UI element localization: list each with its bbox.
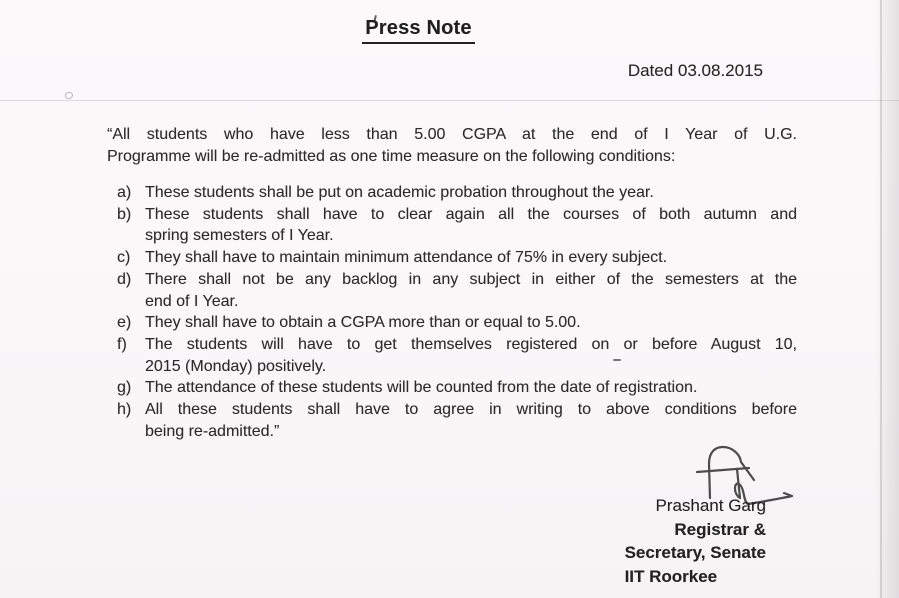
condition-item-a bbox=[117, 182, 797, 204]
condition-label: f) bbox=[117, 335, 127, 353]
condition-item-c bbox=[117, 247, 797, 269]
condition-text: 2015 (Monday) positively. bbox=[145, 357, 327, 375]
condition-label: a) bbox=[117, 184, 132, 201]
condition-text: The attendance of these students will be counted from the date of registration. bbox=[145, 379, 698, 397]
condition-label: c) bbox=[117, 249, 131, 267]
scan-artifact-edge-shadow bbox=[875, 0, 899, 598]
condition-label: h) bbox=[117, 401, 132, 419]
condition-label: d) bbox=[117, 270, 132, 288]
condition-text: spring semesters of I Year. bbox=[145, 227, 334, 245]
signatory-role-2: Secretary, Senate bbox=[624, 543, 766, 562]
title-row bbox=[0, 17, 899, 44]
condition-item-h bbox=[117, 399, 797, 442]
condition-text: They shall have to maintain minimum attendance of 75% in every subject. bbox=[145, 249, 668, 267]
signature-block bbox=[625, 494, 766, 588]
condition-text: They shall have to obtain a CGPA more than or equal to 5.00. bbox=[145, 314, 581, 332]
signatory-name: Prashant Garg bbox=[655, 496, 766, 515]
page-title: Press Note bbox=[362, 17, 475, 44]
condition-text: There shall not be any backlog in any subject in either of the semesters at the bbox=[145, 270, 797, 288]
condition-text: All these students shall have to agree in writing to above conditions before bbox=[145, 401, 797, 419]
condition-label: b) bbox=[117, 205, 132, 223]
scan-artifact-horizontal-line bbox=[0, 100, 899, 101]
intro-paragraph bbox=[107, 124, 797, 167]
condition-item-g bbox=[117, 377, 797, 399]
condition-item-e bbox=[117, 312, 797, 334]
condition-text: end of I Year. bbox=[145, 292, 239, 310]
date-line: Dated 03.08.2015 bbox=[627, 61, 763, 80]
intro-line-2: Programme will be re-admitted as one time measure on the following conditions: bbox=[107, 147, 676, 165]
conditions-list bbox=[117, 182, 797, 442]
signatory-institute: IIT Roorkee bbox=[624, 566, 718, 586]
condition-item-d bbox=[117, 269, 797, 312]
condition-text: These students shall be put on academic probation throughout the year. bbox=[145, 184, 654, 201]
condition-text: being re-admitted.” bbox=[145, 422, 280, 440]
condition-label: e) bbox=[117, 314, 132, 332]
condition-item-f bbox=[117, 334, 797, 377]
scan-artifact-smudge bbox=[64, 91, 74, 100]
condition-text: These students shall have to clear again all the courses of both autumn and bbox=[145, 205, 797, 223]
condition-label: g) bbox=[117, 379, 132, 397]
signatory-role-1: Registrar & bbox=[674, 519, 766, 539]
intro-line-1: “All students who have less than 5.00 CGPA at the end of I Year of U.G. bbox=[107, 126, 797, 143]
condition-text: The students will have to get themselves registered on or before August 10, bbox=[145, 335, 797, 353]
scan-artifact-edge-line bbox=[880, 0, 882, 598]
condition-item-b bbox=[117, 204, 797, 247]
